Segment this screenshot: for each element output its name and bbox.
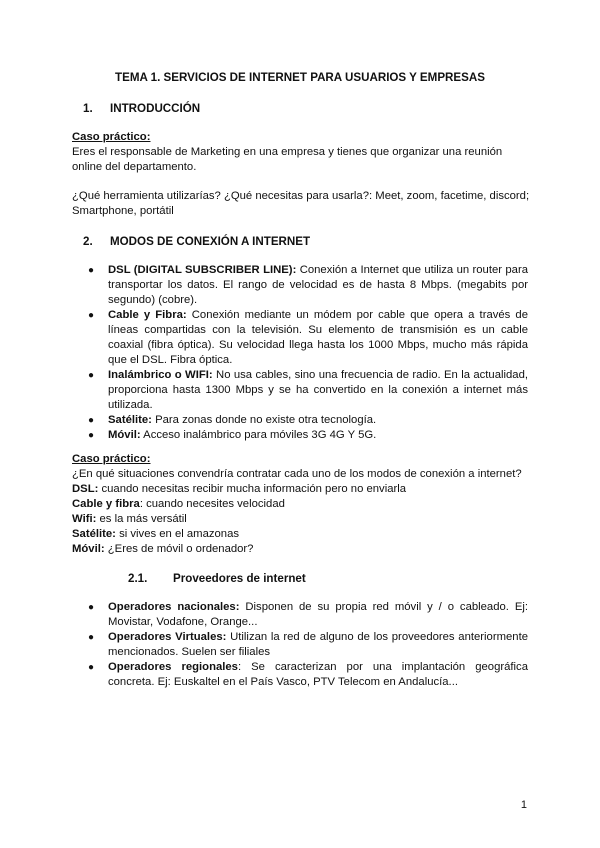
document-title: TEMA 1. SERVICIOS DE INTERNET PARA USUARIOS Y EMPRESAS — [115, 71, 485, 84]
case-answer: Cable y fibra: cuando necesites velocidad — [72, 498, 285, 510]
list-item: ● Móvil: Acceso inalámbrico para móviles 3G 4G Y 5G. — [88, 429, 377, 441]
list-item: ● Cable y Fibra: Conexión mediante un módem por cable que opera a través de líneas compartidas con la televisión. Su elemento de transmisión es un cable coaxial (fibra óptica). Su velocidad llega hasta los 1000 Mbps, mucho más rápida que el DSL. Fibra óptica. — [88, 309, 528, 366]
section-heading-introduccion: 1. INTRODUCCIÓN — [83, 102, 201, 115]
bullet-icon: ● — [88, 632, 95, 643]
case-answer: Wifi: es la más versátil — [72, 513, 187, 525]
list-item: ● Operadores nacionales: Disponen de su propia red móvil y / o cableado. Ej: Movistar, Vodafone, Orange... — [88, 601, 528, 628]
page-number: 1 — [520, 799, 527, 811]
case-study-question: ¿Qué herramienta utilizarías? ¿Qué necesitas para usarla?: Meet, zoom, facetime, discord; Smartphone, portátil — [72, 190, 530, 217]
bullet-icon: ● — [88, 265, 95, 276]
bullet-icon: ● — [88, 602, 95, 613]
list-item: ● Satélite: Para zonas donde no existe otra tecnología. — [88, 414, 377, 426]
bullet-icon: ● — [88, 310, 95, 321]
list-item: ● DSL (DIGITAL SUBSCRIBER LINE): Conexión a Internet que utiliza un router para transportar los datos. El rango de velocidad es de hasta 8 Mbps. (megabits por segundo) (cobre). — [88, 264, 528, 306]
list-item: ● Operadores Virtuales: Utilizan la red de alguno de los proveedores anteriormente mencionados. Suelen ser filiales — [88, 631, 528, 658]
case-study-text: Eres el responsable de Marketing en una empresa y tienes que organizar una reunión online del departamento. — [72, 146, 503, 173]
list-item: ● Operadores regionales: Se caracterizan por una implantación geográfica concreta. Ej: Euskaltel en el País Vasco, PTV Telecom en Andalucía... — [88, 661, 528, 688]
case-study-label-2: Caso práctico: — [72, 453, 151, 465]
bullet-icon: ● — [88, 662, 95, 673]
section-heading-modos: 2. MODOS DE CONEXIÓN A INTERNET — [83, 235, 311, 248]
case-study-question-2: ¿En qué situaciones convendría contratar cada uno de los modos de conexión a internet? — [72, 468, 522, 480]
bullet-icon: ● — [88, 415, 95, 426]
subsection-heading-proveedores: 2.1. Proveedores de internet — [128, 572, 306, 585]
case-study-label: Caso práctico: — [72, 131, 151, 143]
case-answer: DSL: cuando necesitas recibir mucha información pero no enviarla — [72, 483, 407, 495]
case-answer: Satélite: si vives en el amazonas — [72, 528, 240, 540]
case-answer: Móvil: ¿Eres de móvil o ordenador? — [72, 543, 254, 555]
bullet-icon: ● — [88, 370, 95, 381]
bullet-icon: ● — [88, 430, 95, 441]
providers-list — [72, 600, 528, 690]
list-item: ● Inalámbrico o WIFI: No usa cables, sino una frecuencia de radio. En la actualidad, proporciona hasta 1300 Mbps y se ha convertido en la conexión a internet más utilizada. — [88, 369, 529, 411]
connection-modes-list — [72, 263, 528, 443]
